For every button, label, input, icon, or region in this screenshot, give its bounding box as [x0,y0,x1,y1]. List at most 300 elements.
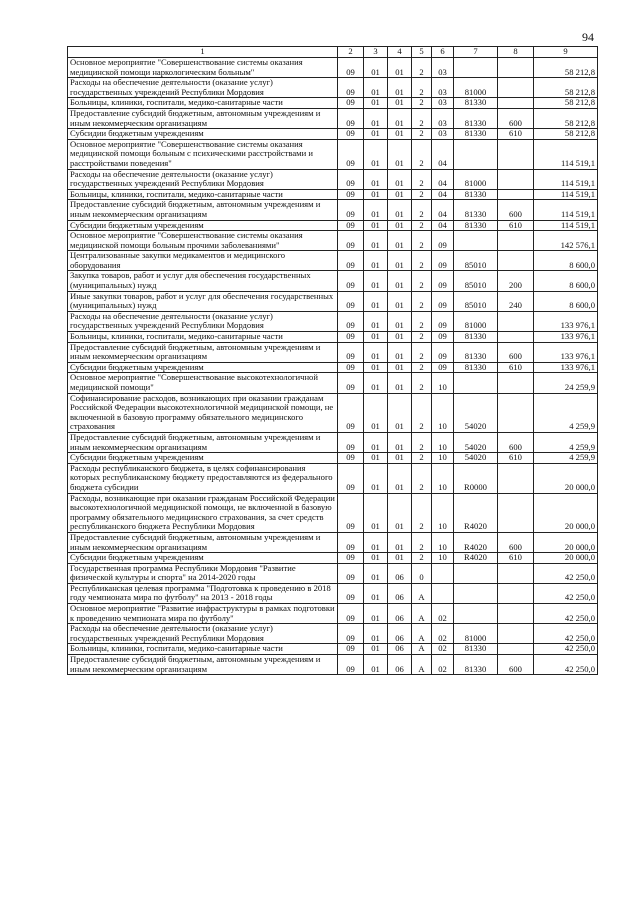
row-code-cell: 09 [338,532,364,552]
row-code-cell: 54020 [454,453,498,464]
row-code-cell [498,463,534,493]
row-code-cell: 2 [412,291,432,311]
row-name-cell: Больницы, клиники, госпитали, медико-санитарные части [68,189,338,200]
row-code-cell: 01 [364,342,388,362]
row-code-cell: 600 [498,200,534,220]
row-sum-cell: 114 519,1 [534,169,598,189]
row-code-cell: 09 [432,271,454,291]
row-sum-cell: 42 250,0 [534,655,598,675]
table-row [68,583,598,603]
row-code-cell: 09 [338,58,364,78]
row-code-cell: 09 [338,311,364,331]
row-code-cell: 2 [412,129,432,140]
row-code-cell: 06 [388,583,412,603]
row-code-cell: 09 [338,362,364,373]
table-row [68,463,598,493]
row-code-cell [498,251,534,271]
row-sum-cell: 4 259,9 [534,432,598,452]
row-sum-cell: 24 259,9 [534,373,598,393]
row-code-cell: 81330 [454,129,498,140]
row-code-cell: 09 [338,393,364,432]
row-sum-cell: 114 519,1 [534,220,598,231]
row-code-cell: 600 [498,108,534,128]
row-code-cell: 0 [412,563,432,583]
budget-table [67,46,598,675]
table-row [68,655,598,675]
row-code-cell: 610 [498,362,534,373]
row-code-cell: 81000 [454,624,498,644]
row-code-cell: 03 [432,108,454,128]
row-code-cell: 01 [364,453,388,464]
row-code-cell: 01 [364,463,388,493]
row-sum-cell: 8 600,0 [534,271,598,291]
row-code-cell: 2 [412,493,432,532]
row-code-cell: 09 [338,78,364,98]
row-sum-cell: 133 976,1 [534,311,598,331]
row-sum-cell: 58 212,8 [534,129,598,140]
table-row [68,311,598,331]
row-sum-cell: 142 576,1 [534,231,598,251]
row-code-cell: 03 [432,129,454,140]
table-row [68,231,598,251]
column-header: 8 [498,47,534,58]
row-name-cell: Больницы, клиники, госпитали, медико-санитарные части [68,98,338,109]
row-code-cell [432,583,454,603]
row-code-cell: 54020 [454,393,498,432]
row-code-cell: 01 [364,271,388,291]
table-row [68,604,598,624]
row-code-cell: 01 [364,553,388,564]
column-header: 3 [364,47,388,58]
row-code-cell: 03 [432,98,454,109]
row-code-cell: 81000 [454,169,498,189]
row-code-cell: 2 [412,532,432,552]
row-code-cell: 09 [432,311,454,331]
row-code-cell: 02 [432,655,454,675]
row-code-cell [454,58,498,78]
row-code-cell: 04 [432,200,454,220]
row-code-cell [454,604,498,624]
row-code-cell: 81330 [454,342,498,362]
row-code-cell: R0000 [454,463,498,493]
row-code-cell: 09 [338,583,364,603]
row-sum-cell: 114 519,1 [534,139,598,169]
row-sum-cell: 20 000,0 [534,553,598,564]
row-sum-cell: 58 212,8 [534,98,598,109]
row-code-cell [498,583,534,603]
row-code-cell: 81330 [454,98,498,109]
row-code-cell: 09 [338,493,364,532]
row-code-cell: 81330 [454,189,498,200]
row-code-cell [498,624,534,644]
row-sum-cell: 42 250,0 [534,624,598,644]
row-code-cell: 10 [432,373,454,393]
row-code-cell: 01 [364,644,388,655]
row-sum-cell: 8 600,0 [534,251,598,271]
row-code-cell: 01 [364,493,388,532]
row-code-cell: 09 [338,291,364,311]
row-code-cell: 01 [388,532,412,552]
row-code-cell: 01 [364,563,388,583]
table-body [68,58,598,675]
row-code-cell: 01 [388,108,412,128]
row-code-cell: 81330 [454,644,498,655]
row-code-cell: 10 [432,463,454,493]
row-name-cell: Расходы на обеспечение деятельности (оказание услуг) государственных учреждений Республики Мордовия [68,78,338,98]
row-code-cell: 2 [412,98,432,109]
column-header: 4 [388,47,412,58]
row-code-cell [498,563,534,583]
row-code-cell: 01 [388,463,412,493]
row-name-cell: Софинансирование расходов, возникающих при оказании гражданам Российской Федерации высокотехнологичной медицинской помощи, не включенной в базовую программу обязательного медицинского страхования [68,393,338,432]
row-code-cell: 01 [388,220,412,231]
row-name-cell: Расходы на обеспечение деятельности (оказание услуг) государственных учреждений Республики Мордовия [68,311,338,331]
page-number: 94 [582,30,594,44]
row-code-cell: 01 [388,332,412,343]
row-code-cell: 01 [364,139,388,169]
row-code-cell: 01 [364,231,388,251]
row-code-cell: 01 [388,373,412,393]
row-code-cell: 2 [412,78,432,98]
row-name-cell: Предоставление субсидий бюджетным, автономным учреждениям и иным некоммерческим организациям [68,108,338,128]
row-code-cell: 04 [432,189,454,200]
row-code-cell: 02 [432,644,454,655]
row-code-cell: 01 [364,129,388,140]
row-code-cell [454,563,498,583]
row-code-cell: 09 [338,189,364,200]
row-name-cell: Основное мероприятие "Совершенствование системы оказания медицинской помощи больным прочими заболеваниями" [68,231,338,251]
row-code-cell: 09 [338,432,364,452]
row-code-cell: 2 [412,271,432,291]
row-code-cell: 10 [432,532,454,552]
row-name-cell: Предоставление субсидий бюджетным, автономным учреждениям и иным некоммерческим организациям [68,342,338,362]
row-sum-cell: 20 000,0 [534,493,598,532]
row-name-cell: Субсидии бюджетным учреждениям [68,129,338,140]
row-sum-cell: 20 000,0 [534,463,598,493]
row-name-cell: Предоставление субсидий бюджетным, автономным учреждениям и иным некоммерческим организациям [68,532,338,552]
table-row [68,342,598,362]
row-code-cell [498,98,534,109]
row-code-cell: 10 [432,493,454,532]
table-row [68,98,598,109]
row-code-cell: 01 [388,342,412,362]
table-row [68,189,598,200]
row-code-cell: 01 [364,169,388,189]
row-code-cell: 81330 [454,108,498,128]
row-code-cell [454,583,498,603]
row-code-cell: 01 [388,58,412,78]
row-code-cell: 09 [432,342,454,362]
row-code-cell [498,78,534,98]
row-code-cell: 81330 [454,220,498,231]
row-code-cell: 09 [338,563,364,583]
row-code-cell: 01 [364,624,388,644]
row-code-cell: 2 [412,311,432,331]
row-code-cell: 2 [412,362,432,373]
row-code-cell: А [412,604,432,624]
row-name-cell: Основное мероприятие "Совершенствование системы оказания медицинской помощи наркологическим больным" [68,58,338,78]
table-row [68,200,598,220]
row-code-cell [498,189,534,200]
row-code-cell: 2 [412,220,432,231]
row-code-cell: 2 [412,58,432,78]
row-code-cell: 2 [412,108,432,128]
table-row [68,139,598,169]
row-code-cell: 01 [388,271,412,291]
row-code-cell: 600 [498,342,534,362]
row-code-cell: 06 [388,644,412,655]
row-code-cell: 01 [364,532,388,552]
row-code-cell: 01 [388,98,412,109]
row-code-cell: 09 [338,108,364,128]
row-code-cell: 2 [412,463,432,493]
row-code-cell: 01 [364,189,388,200]
row-code-cell: 09 [338,342,364,362]
row-name-cell: Больницы, клиники, госпитали, медико-санитарные части [68,644,338,655]
row-code-cell: 01 [364,291,388,311]
row-code-cell: 2 [412,453,432,464]
table-row [68,78,598,98]
row-code-cell: 01 [388,362,412,373]
row-code-cell: 10 [432,553,454,564]
row-code-cell: 600 [498,655,534,675]
row-code-cell: 01 [388,553,412,564]
row-code-cell: 01 [388,453,412,464]
row-code-cell: 01 [388,291,412,311]
row-name-cell: Республиканская целевая программа "Подготовка к проведению в 2018 году чемпионата мира по футболу" на 2013 - 2018 годы [68,583,338,603]
row-code-cell: R4020 [454,493,498,532]
row-code-cell: 2 [412,169,432,189]
table-row [68,291,598,311]
column-header: 2 [338,47,364,58]
row-code-cell: 85010 [454,251,498,271]
row-code-cell: 01 [388,432,412,452]
table-row [68,129,598,140]
row-code-cell: 09 [432,291,454,311]
row-name-cell: Предоставление субсидий бюджетным, автономным учреждениям и иным некоммерческим организациям [68,432,338,452]
row-code-cell: 01 [364,78,388,98]
row-sum-cell: 114 519,1 [534,200,598,220]
row-code-cell: 610 [498,553,534,564]
row-code-cell: 2 [412,251,432,271]
row-code-cell: 01 [388,200,412,220]
row-code-cell: 01 [364,393,388,432]
row-code-cell: 09 [432,251,454,271]
table-row [68,220,598,231]
row-code-cell: 2 [412,432,432,452]
row-code-cell: 09 [338,129,364,140]
row-code-cell: 09 [338,220,364,231]
row-code-cell: 09 [432,332,454,343]
row-code-cell: 06 [388,563,412,583]
table-row [68,108,598,128]
row-code-cell: 01 [388,169,412,189]
row-code-cell: 06 [388,604,412,624]
row-code-cell: 04 [432,139,454,169]
column-header: 9 [534,47,598,58]
row-sum-cell: 8 600,0 [534,291,598,311]
row-code-cell: 81330 [454,655,498,675]
row-code-cell: 01 [388,139,412,169]
row-code-cell: 2 [412,553,432,564]
table-row [68,553,598,564]
row-code-cell: А [412,644,432,655]
row-code-cell: 85010 [454,291,498,311]
row-code-cell: 09 [338,271,364,291]
row-code-cell [454,373,498,393]
row-code-cell: 600 [498,532,534,552]
row-code-cell: 01 [388,189,412,200]
row-code-cell: R4020 [454,532,498,552]
row-code-cell: 01 [364,311,388,331]
row-code-cell: 01 [364,332,388,343]
row-code-cell [498,604,534,624]
row-code-cell: 09 [338,624,364,644]
row-code-cell: 610 [498,220,534,231]
table-header-row [68,47,598,58]
row-sum-cell: 114 519,1 [534,189,598,200]
row-name-cell: Предоставление субсидий бюджетным, автономным учреждениям и иным некоммерческим организациям [68,655,338,675]
row-sum-cell: 42 250,0 [534,604,598,624]
row-name-cell: Централизованные закупки медикаментов и медицинского оборудования [68,251,338,271]
row-code-cell: R4020 [454,553,498,564]
row-sum-cell: 42 250,0 [534,644,598,655]
table-row [68,58,598,78]
row-code-cell [454,139,498,169]
row-name-cell: Субсидии бюджетным учреждениям [68,220,338,231]
column-header: 6 [432,47,454,58]
row-code-cell: 200 [498,271,534,291]
table-row [68,373,598,393]
row-code-cell: 09 [338,332,364,343]
row-code-cell: 2 [412,139,432,169]
row-name-cell: Расходы республиканского бюджета, в целях софинансирования которых республиканскому бюджету предоставляются из федерального бюджета субсидии [68,463,338,493]
row-code-cell: 01 [364,108,388,128]
row-code-cell: 2 [412,342,432,362]
table-row [68,393,598,432]
table-row [68,271,598,291]
row-code-cell: 610 [498,129,534,140]
column-header: 5 [412,47,432,58]
row-code-cell [498,231,534,251]
row-code-cell: 09 [338,169,364,189]
row-code-cell: 01 [388,78,412,98]
row-code-cell [432,563,454,583]
row-code-cell: 01 [388,129,412,140]
row-code-cell: 09 [338,98,364,109]
row-code-cell: 2 [412,393,432,432]
row-code-cell: 09 [338,200,364,220]
table-row [68,432,598,452]
row-sum-cell: 58 212,8 [534,58,598,78]
row-code-cell: 01 [364,655,388,675]
column-header: 1 [68,47,338,58]
row-code-cell: 04 [432,169,454,189]
row-name-cell: Расходы на обеспечение деятельности (оказание услуг) государственных учреждений Республики Мордовия [68,169,338,189]
table-row [68,453,598,464]
row-code-cell: 01 [364,251,388,271]
row-code-cell: А [412,624,432,644]
row-code-cell: 09 [338,373,364,393]
row-code-cell: 81330 [454,332,498,343]
row-code-cell: 09 [338,231,364,251]
row-code-cell: 600 [498,432,534,452]
row-code-cell [498,373,534,393]
row-code-cell: 2 [412,231,432,251]
row-code-cell: 01 [364,98,388,109]
row-code-cell: 09 [338,251,364,271]
row-code-cell: 09 [338,553,364,564]
row-code-cell: 2 [412,189,432,200]
table-row [68,362,598,373]
row-name-cell: Расходы на обеспечение деятельности (оказание услуг) государственных учреждений Республики Мордовия [68,624,338,644]
row-sum-cell: 133 976,1 [534,362,598,373]
row-code-cell: 02 [432,624,454,644]
row-code-cell [498,139,534,169]
row-code-cell: 01 [388,251,412,271]
row-name-cell: Расходы, возникающие при оказании гражданам Российской Федерации высокотехнологичной медицинской помощи, не включенной в базовую программу обязательного медицинского страхования, за счет средств республиканского бюджета Республики Мордовия [68,493,338,532]
row-code-cell: 81000 [454,311,498,331]
row-code-cell: 10 [432,432,454,452]
row-code-cell: 2 [412,332,432,343]
row-code-cell: 2 [412,373,432,393]
row-sum-cell: 42 250,0 [534,583,598,603]
row-name-cell: Субсидии бюджетным учреждениям [68,453,338,464]
table-row [68,532,598,552]
row-code-cell: 81330 [454,362,498,373]
row-sum-cell: 133 976,1 [534,332,598,343]
row-code-cell [498,169,534,189]
row-code-cell: 09 [338,644,364,655]
row-code-cell: 09 [338,453,364,464]
row-code-cell: 01 [364,200,388,220]
column-header: 7 [454,47,498,58]
row-code-cell: 01 [388,231,412,251]
table-row [68,563,598,583]
table-row [68,169,598,189]
row-code-cell: 01 [364,58,388,78]
row-code-cell: 09 [338,604,364,624]
row-sum-cell: 58 212,8 [534,108,598,128]
row-code-cell: 01 [364,373,388,393]
row-code-cell: 2 [412,200,432,220]
table-row [68,332,598,343]
row-sum-cell: 20 000,0 [534,532,598,552]
row-code-cell: 01 [388,493,412,532]
row-name-cell: Основное мероприятие "Развитие инфраструктуры в рамках подготовки к проведению чемпионата мира по футболу" [68,604,338,624]
row-code-cell: 81330 [454,200,498,220]
row-name-cell: Иные закупки товаров, работ и услуг для обеспечения государственных (муниципальных) нужд [68,291,338,311]
row-name-cell: Закупка товаров, работ и услуг для обеспечения государственных (муниципальных) нужд [68,271,338,291]
row-name-cell: Субсидии бюджетным учреждениям [68,553,338,564]
row-code-cell: 54020 [454,432,498,452]
row-code-cell: 610 [498,453,534,464]
row-code-cell: 03 [432,78,454,98]
row-code-cell: 10 [432,453,454,464]
table-row [68,493,598,532]
row-name-cell: Основное мероприятие "Совершенствование высокотехнологичной медицинской помощи" [68,373,338,393]
row-sum-cell: 4 259,9 [534,393,598,432]
table-row [68,644,598,655]
row-code-cell: 06 [388,655,412,675]
row-name-cell: Государственная программа Республики Мордовия "Развитие физической культуры и спорта" на 2014-2020 годы [68,563,338,583]
row-code-cell [498,311,534,331]
row-code-cell [498,493,534,532]
row-code-cell: 01 [364,362,388,373]
row-sum-cell: 133 976,1 [534,342,598,362]
row-name-cell: Субсидии бюджетным учреждениям [68,362,338,373]
row-code-cell: 81000 [454,78,498,98]
